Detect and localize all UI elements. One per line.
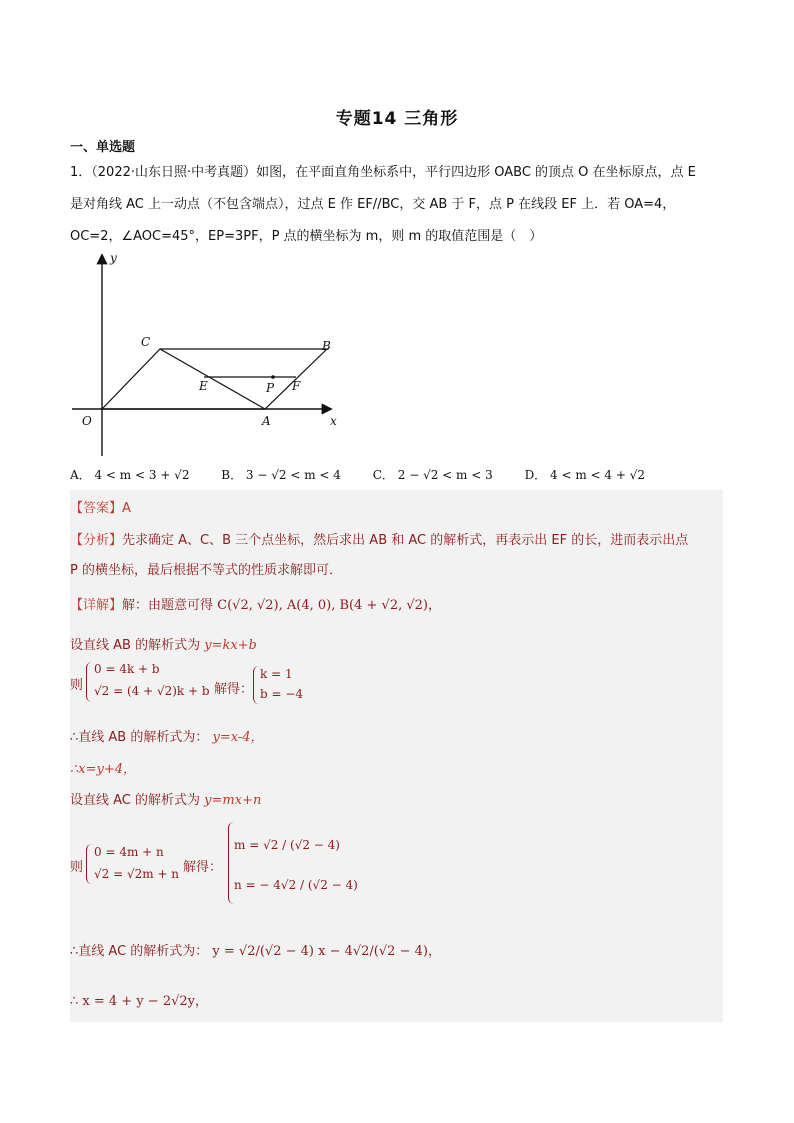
sol-ab-b: b = −4 <box>260 687 304 701</box>
set-ab-line <box>70 634 257 653</box>
section-heading: 一、单选题 <box>70 140 136 155</box>
page-title: 专题14 三角形 <box>335 109 459 129</box>
answer-line <box>70 497 131 516</box>
question-line-1: 1．（2022·山东日照·中考真题）如图，在平面直角坐标系中，平行四边形 OABC 的顶点 O 在坐标原点，点 E <box>70 165 696 180</box>
label-o: O <box>82 414 92 428</box>
sol-ac-m: m = √2 / (√2 − 4) <box>234 838 340 852</box>
option-d[interactable]: D． 4 < m < 4 + √2 <box>524 468 645 482</box>
ab-result-expr: y=x-4， <box>212 730 264 745</box>
analysis-line-1 <box>70 529 688 548</box>
label-y: y <box>110 251 117 265</box>
parallelogram-figure <box>68 248 358 460</box>
question-line-2: 是对角线 AC 上一动点（不包含端点），过点 E 作 EF//BC，交 AB 于 F，点 P 在线段 EF 上．若 OA=4， <box>70 197 676 212</box>
sys-ab-eq2: √2 = (4 + √2)k + b <box>94 684 210 698</box>
label-x: x <box>330 414 337 428</box>
sys-ac-eq1: 0 = 4m + n <box>94 845 164 859</box>
set-ab-expr: y=kx+b <box>204 638 257 653</box>
label-e: E <box>199 379 208 393</box>
analysis-text-1: 先求确定 A、C、B 三个点坐标，然后求出 AB 和 AC 的解析式，再表示出 EF 的长，进而表示出点 <box>122 533 689 548</box>
detail-tag: 【详解】 <box>70 598 123 613</box>
x-from-ac: ∴ x = 4 + y − 2√2y， <box>70 994 208 1009</box>
label-p: P <box>266 381 275 395</box>
ab-result-line: ∴直线 AB 的解析式为： y=x-4， <box>70 730 264 745</box>
solve-label-ac: 解得： <box>183 860 223 875</box>
analysis-tag: 【分析】 <box>70 533 123 548</box>
label-c: C <box>141 335 151 349</box>
set-ac-line: 设直线 AC 的解析式为 y=mx+n <box>70 793 262 808</box>
then-label-ab: 则 <box>70 678 84 693</box>
x-from-ab: ∴x=y+4， <box>70 762 137 777</box>
sys-ac-eq2: √2 = √2m + n <box>94 867 180 881</box>
set-ab-prefix: 设直线 AB 的解析式为 <box>70 638 201 653</box>
label-a: A <box>262 414 271 428</box>
label-f: F <box>292 379 301 393</box>
sys-ab-eq1: 0 = 4k + b <box>94 662 160 676</box>
question-line-3: OC=2，∠AOC=45°，EP=3PF，P 点的横坐标为 m，则 m 的取值范围是（ ） <box>70 229 543 244</box>
point-p <box>271 375 275 379</box>
ac-result-line: ∴直线 AC 的解析式为： y = √2/(√2 − 4) x − 4√2/(√2 − 4)， <box>70 944 441 959</box>
then-label-ac: 则 <box>70 860 84 875</box>
set-ac-expr: y=mx+n <box>204 793 262 808</box>
answer-value: A <box>122 501 131 516</box>
solve-label-ab: 解得： <box>214 682 254 697</box>
answer-tag: 【答案】 <box>70 501 123 516</box>
label-b: B <box>322 339 331 353</box>
answer-options <box>70 466 673 483</box>
option-b[interactable]: B． 3 − √2 < m < 4 <box>221 468 341 482</box>
sol-ab-k: k = 1 <box>260 667 293 681</box>
option-c[interactable]: C． 2 − √2 < m < 3 <box>372 468 493 482</box>
option-a[interactable]: A． 4 < m < 3 + √2 <box>70 468 190 482</box>
diagonal-ac <box>160 349 265 409</box>
analysis-line-2: P 的横坐标，最后根据不等式的性质求解即可． <box>70 563 342 578</box>
sol-ac-n: n = − 4√2 / (√2 − 4) <box>234 878 358 892</box>
detail-intro: 解：由题意可得 C(√2, √2), A(4, 0), B(4 + √2, √2)， <box>122 598 441 613</box>
ac-result-expr: y = √2/(√2 − 4) x − 4√2/(√2 − 4)， <box>212 944 441 959</box>
detail-intro-line <box>70 594 441 613</box>
